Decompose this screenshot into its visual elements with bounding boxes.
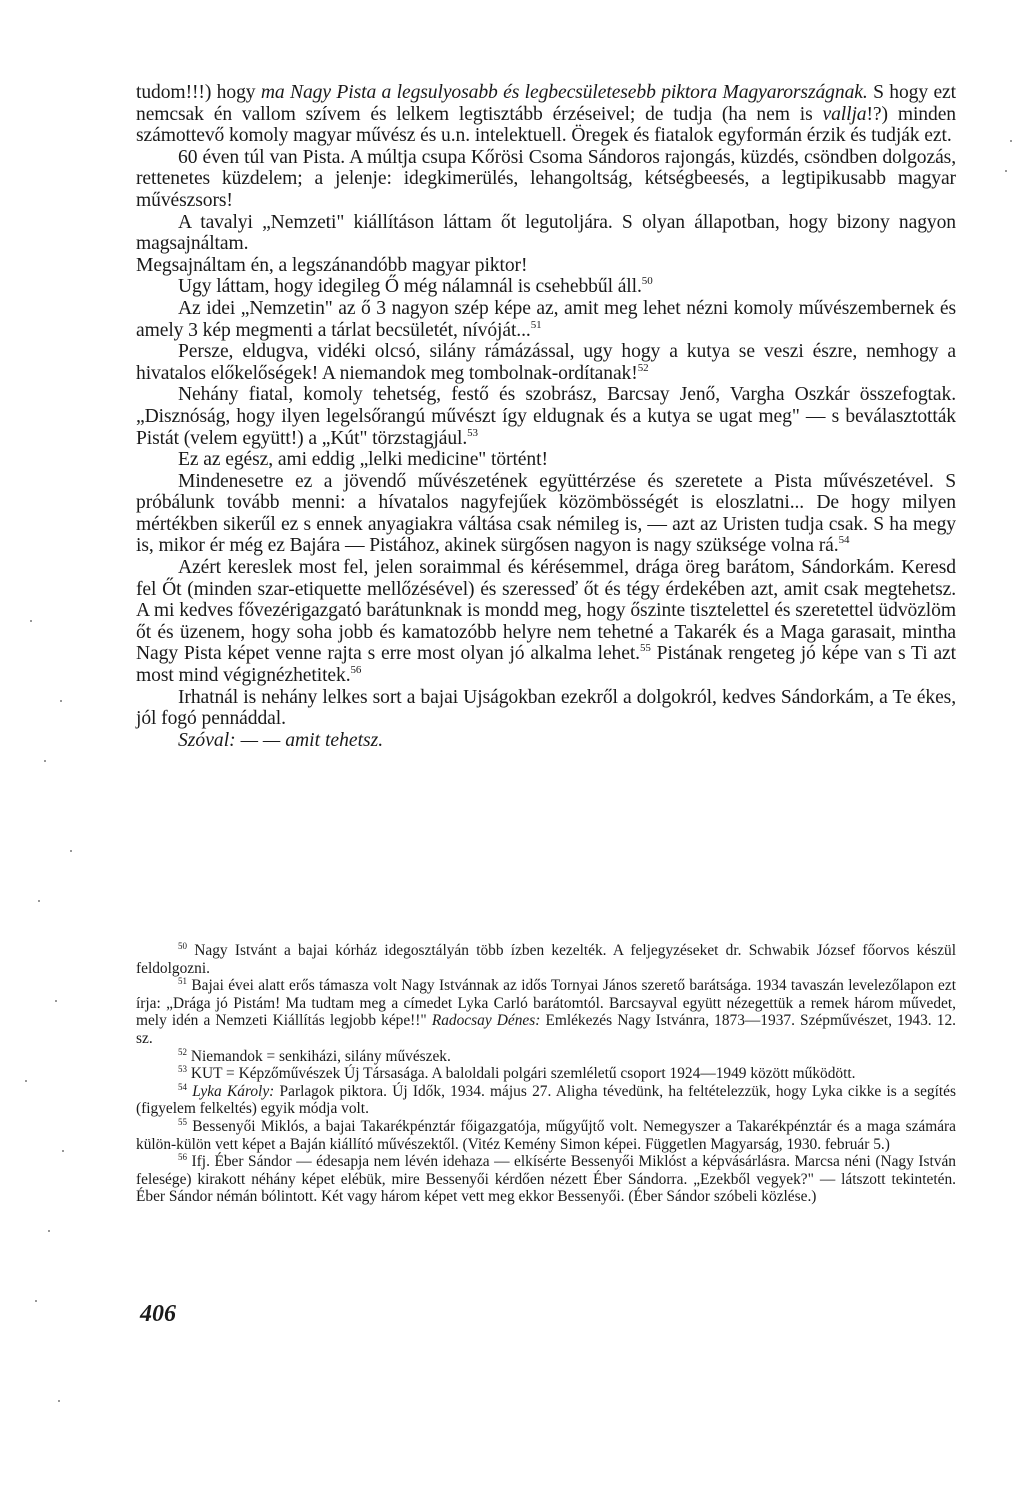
footnote-marker (136, 1065, 187, 1082)
scan-speck (60, 700, 62, 702)
footnote-number: 52 (178, 1046, 187, 1057)
text-run: A tavalyi „Nemzeti" kiállításon láttam őt legutoljára. S olyan állapotban, hogy bizony nagyon magsajnáltam. (136, 211, 956, 255)
scan-speck (48, 1230, 50, 1232)
footnote-text: KUT = Képzőművészek Új Társasága. A baloldali polgári szemléletű csoport 1924—1949 között működött. (190, 1065, 856, 1083)
footnote (136, 977, 956, 1047)
text-run: Az idei „Nemzetin" az ő 3 nagyon szép képe az, amit meg lehet nézni komoly művészembernek és amely 3 kép megmenti a tárlat becsületét, nívóját... (136, 297, 956, 341)
text-run: tudom!!!) hogy (136, 82, 261, 103)
footnote-text: Bessenyői Miklós, a bajai Takarékpénztár főigazgatója, műgyűjtő volt. Nemegyszer a Takarékpénztár és a maga számára külön-külön vett képet a Baján kiállító művészektől. (Vitéz Kemény Simon képei. Független Magyarság, 1930. február 5.) (136, 1117, 957, 1153)
footnote-marker (136, 977, 187, 994)
text-run: S hogy ezt nemcsak én vallom szívem és lelkem legtisztább érzéseivel; de tudja (ha nem is (136, 82, 956, 125)
text-run: Bajai évei alatt erős támasza volt Nagy Istvánnak az idős Tornyai János szerető barátsága. 1934 tavaszán levelezőlapon ezt írja: „Drága jó Pistám! Ma tudtam meg a címedet Lyka Carló barátomtól. Barcsayval együtt nézegettük a remek három művedet, mely idén a Nemzeti Kiállítás legjobb képe!!" (136, 977, 956, 1030)
footnote-marker (136, 1083, 187, 1100)
footnote-ref: 55 (639, 642, 651, 655)
footnote (136, 1065, 956, 1083)
paragraph (136, 147, 956, 212)
text-run: Persze, eldugva, vidéki olcsó, silány rámázással, ugy hogy a kutya se veszi észre, nemhogy a hivatalos előkelőségek! A niemandok meg tombolnak-ordítanak! (136, 341, 956, 384)
footnote (136, 942, 956, 977)
footnote-number: 55 (178, 1116, 187, 1127)
scan-speck (25, 1080, 27, 1082)
paragraph (136, 687, 956, 730)
paragraph (136, 384, 956, 449)
scan-speck (70, 850, 72, 852)
paragraph (136, 471, 956, 557)
footnote-text: Nagy Istvánt a bajai kórház idegosztályán több ízben kezelték. A feljegyzéseket dr. Schwabik József főorvos készül feldolgozni. (136, 942, 956, 977)
footnote (136, 1118, 956, 1153)
text-run: !?) minden számottevő komoly magyar művész és u.n. intelektuell. Öregek és fiatalok egyformán érzik és tudják ezt. (136, 103, 956, 147)
footnotes (136, 942, 956, 1206)
scan-speck (38, 900, 40, 902)
paragraph (136, 276, 956, 298)
paragraph (136, 82, 956, 147)
paragraph (136, 341, 956, 384)
footnote-number: 51 (178, 976, 187, 987)
text-run: Pistának rengeteg jó képe van s Ti azt most mind végignézhetitek. (136, 643, 956, 687)
italic-run: Lyka Károly: (192, 1082, 275, 1100)
footnote (136, 1083, 956, 1118)
footnote-number: 53 (178, 1064, 187, 1075)
footnote-ref: 50 (641, 275, 653, 288)
scan-speck (55, 1000, 57, 1002)
footnote-marker (136, 942, 187, 959)
signature-line (136, 730, 998, 752)
paragraph (136, 557, 956, 687)
letter-body (136, 82, 956, 730)
footnote-number: 50 (178, 941, 187, 951)
text-run: 60 éven túl van Pista. A múltja csupa Kőrösi Csoma Sándoros rajongás, küzdés, csöndben dolgozás, rettenetes küzdelem; a jelenje: idegkimerülés, lehangoltság, kétségbeesés, a legtipikusabb magyar művészsors! (136, 146, 956, 211)
footnote-ref: 54 (838, 534, 850, 547)
footnote-ref: 51 (530, 318, 542, 331)
footnote-text: Ifj. Éber Sándor — édesapja nem lévén idehaza — elkísérte Bessenyői Miklóst a képvásárlásra. Marcsa néni (Nagy István felesége) kirakott néhány képet elébük, mire Bessenyői kérdően nézett Éber Sándorra. „Ezekből vegyek?" — látszott tekintetén. Éber Sándor némán bólintott. Két vagy három képet vett meg ekkor Bessenyői. (Éber Sándor szóbeli közlése.) (136, 1153, 956, 1206)
scan-speck (1005, 170, 1007, 172)
footnote-marker (136, 1153, 187, 1170)
italic-run: Radocsay Dénes: (431, 1012, 541, 1030)
text-run: Parlagok piktora. Új Idők, 1934. május 27. Aligha tévedünk, ha feltételezzük, hogy Lyka cikke is a segítés (figyelem felkeltés) egyik módja volt. (136, 1082, 956, 1118)
text-run: Megsajnáltam én, a legszánandóbb magyar piktor! (136, 254, 528, 276)
signature-text: Szóval: — — amit tehetsz. (178, 730, 384, 751)
footnote (136, 1153, 956, 1206)
text-run: Ez az egész, ami eddig „lelki medicine" történt! (178, 449, 548, 471)
italic-run: ma Nagy Pista a legsulyosabb és legbecsületesebb piktora Magyarországnak. (260, 82, 868, 103)
text-run: Irhatnál is nehány lelkes sort a bajai Ujságokban ezekről a dolgokról, kedves Sándorkám, a Te ékes, jól fogó pennáddal. (136, 686, 956, 730)
footnote-number: 56 (178, 1152, 187, 1163)
footnote-text: Niemandok = senkiházi, silány művészek. (190, 1047, 451, 1065)
paragraph (136, 298, 956, 341)
scan-speck (44, 760, 46, 762)
footnote-ref: 56 (350, 664, 362, 677)
italic-run: vallja (822, 103, 867, 125)
text-run: Ugy láttam, hogy idegileg Ő még nálamnál is csehebbűl áll. (178, 276, 642, 298)
text-run: Mindenesetre ez a jövendő művészetének együttérzése és szeretete a Pista művészetével. S próbálunk tovább menni: a hívatalos nagyfejűek közömbösségét is eloszlatni... De hogy milyen mértékben sikerűl ez s ennek anyagiakra váltása csak némileg is, — azt az Uristen tudja csak. S ha megy is, mikor ér még ez Bajára — Pistához, akinek sürgősen nagyon is nagy szüksége volna rá. (136, 470, 956, 557)
footnote-number: 54 (178, 1081, 187, 1092)
page-number: 406 (140, 1301, 176, 1327)
scan-speck (30, 620, 32, 622)
paragraph (136, 212, 956, 255)
footnote-ref: 53 (467, 426, 478, 439)
text-run: Nehány fiatal, komoly tehetség, festő és szobrász, Barcsay Jenő, Vargha Oszkár összefogtak. „Disznóság, hogy ilyen legelsőrangú művészt így eldugnak és a kutya se ugat meg" — s beválasztották Pistát (velem együtt!) a „Kút" törzstagjául. (136, 384, 956, 449)
scan-speck (1010, 140, 1012, 142)
footnote-marker (136, 1048, 187, 1065)
scan-speck (58, 1400, 60, 1402)
footnote-ref: 52 (637, 361, 649, 374)
paragraph (136, 449, 956, 471)
footnote (136, 1048, 956, 1066)
paragraph (136, 255, 956, 277)
text-run: Azért kereslek most fel, jelen soraimmal és kérésemmel, drága öreg barátom, Sándorkám. Keresd fel Őt (minden szar-etiquette mellőzésével) és szeresseď őt és tégy érdekében azt, amit csak megtehetsz. A mi kedves fővezérigazgató barátunknak is mondd meg, hogy őszinte tisztelettel és szeretettel üdvözlöm őt és üzenem, hogy soha jobb és kamatozóbb helyre nem tehetné a Takarék és a Maga garasait, mintha Nagy Pista képet venne rajta s erre most olyan jó alkalma lehet. (136, 557, 956, 665)
text-run: Emlékezés Nagy Istvánra, 1873—1937. Szépművészet, 1943. 12. sz. (136, 1012, 956, 1047)
scan-speck (62, 1150, 64, 1152)
scan-speck (35, 1300, 37, 1302)
footnote-marker (136, 1118, 187, 1135)
